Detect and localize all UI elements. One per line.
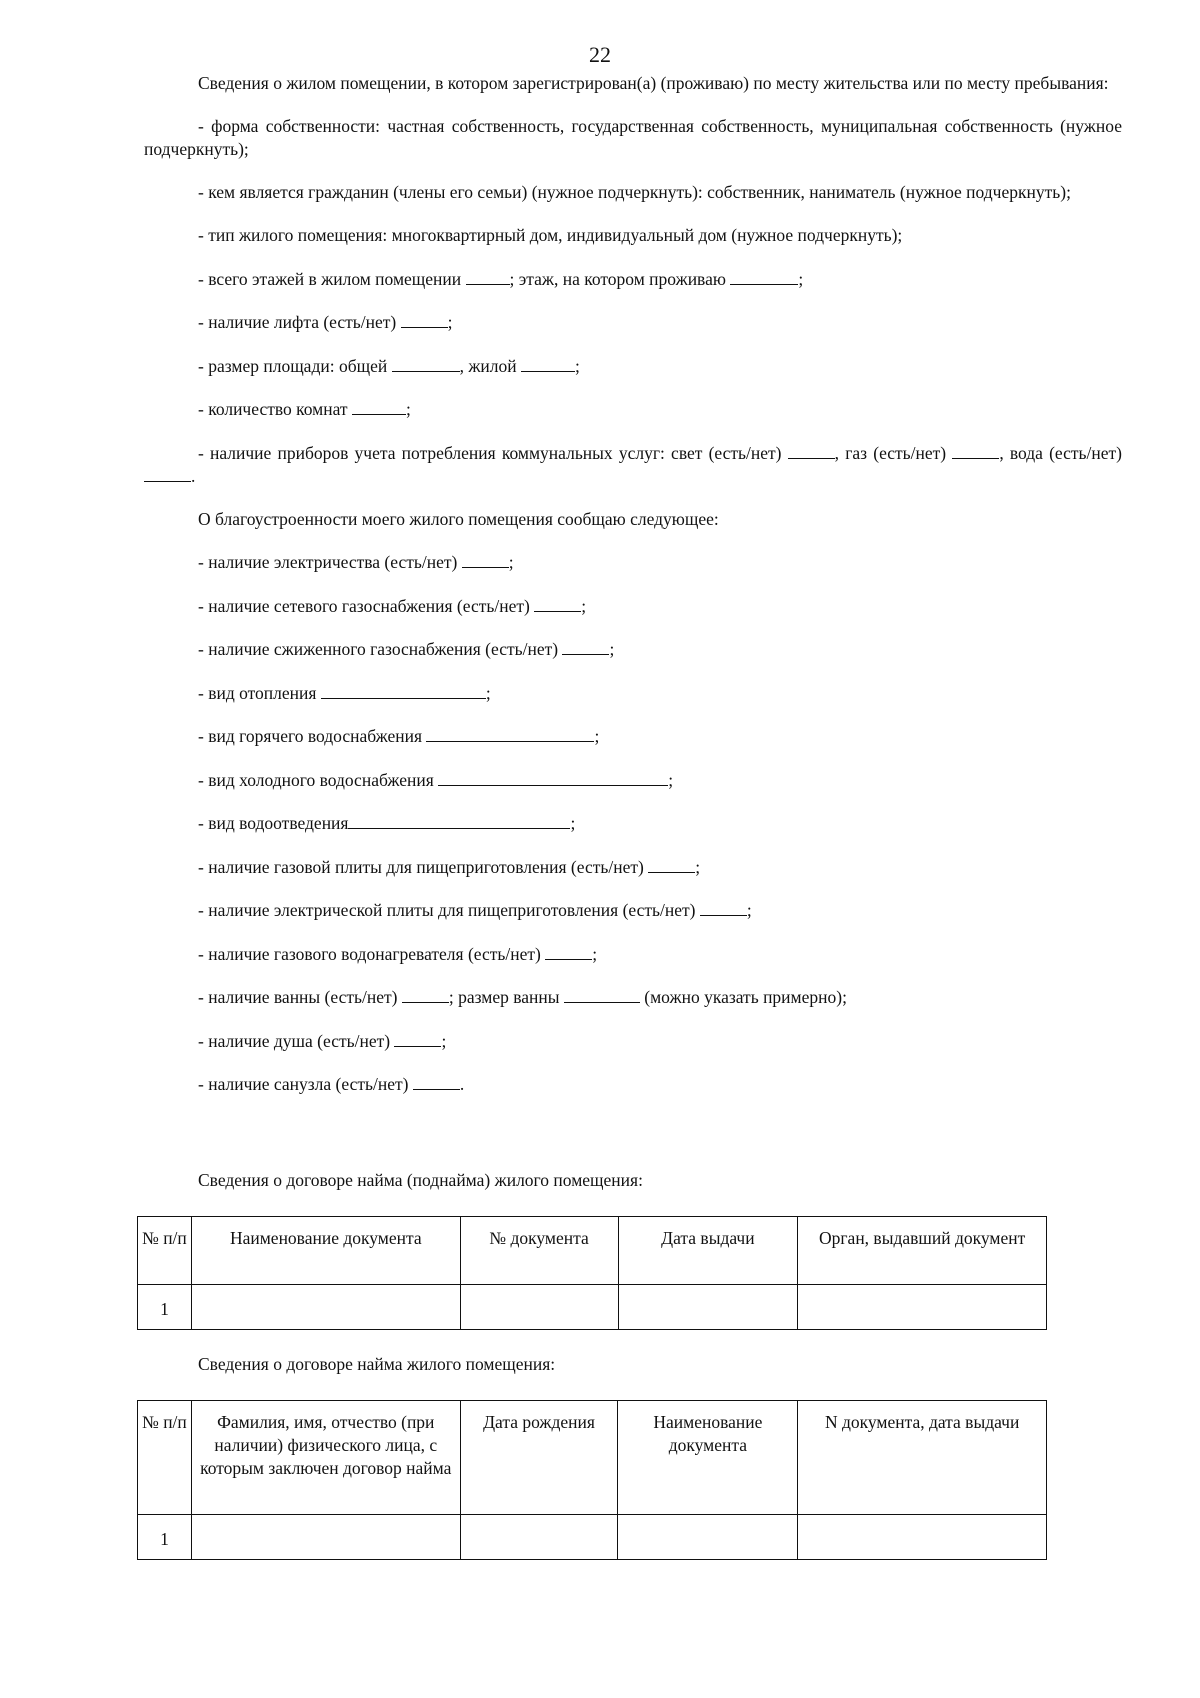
intro-paragraph: Сведения о жилом помещении, в котором зарегистрирован(а) (проживаю) по месту жительства или по месту пребывания:	[198, 73, 1109, 93]
rooms-blank[interactable]	[352, 398, 406, 415]
gas-heater-line: - наличие газового водонагревателя (есть/нет) ;	[198, 943, 598, 964]
table-row	[138, 1285, 1047, 1330]
form-body	[144, 72, 1122, 1117]
bath-blank[interactable]	[402, 986, 449, 1003]
hot-water-blank[interactable]	[426, 725, 594, 742]
col-header: № п/п	[138, 1401, 192, 1515]
col-header: Наименование документа	[191, 1217, 460, 1285]
electricity-line: - наличие электричества (есть/нет) ;	[198, 552, 514, 572]
gas-heater-blank[interactable]	[545, 943, 592, 960]
lease-person-table	[137, 1400, 1047, 1560]
bath-line: - наличие ванны (есть/нет) ; размер ванны (можно указать примерно);	[198, 987, 847, 1007]
cold-water-blank[interactable]	[438, 769, 668, 786]
col-header: Фамилия, имя, отчество (при наличии) физического лица, с которым заключен договор найма	[191, 1401, 460, 1515]
lift-line: - наличие лифта (есть/нет) ;	[198, 312, 453, 332]
drainage-line: - вид водоотведения ;	[198, 813, 576, 833]
table2-caption: Сведения о договоре найма жилого помещения:	[198, 1354, 556, 1374]
shower-line: - наличие душа (есть/нет) ;	[198, 1030, 447, 1051]
living-area-blank[interactable]	[521, 355, 575, 372]
floors-line: - всего этажей в жилом помещении ; этаж, на котором проживаю ;	[198, 268, 804, 289]
col-header: Орган, выдавший документ	[798, 1217, 1047, 1285]
heating-blank[interactable]	[321, 682, 486, 699]
total-area-blank[interactable]	[392, 355, 460, 372]
col-header: Наименование документа	[618, 1401, 798, 1515]
col-header: N документа, дата выдачи	[798, 1401, 1047, 1515]
electricity-meter-blank[interactable]	[788, 442, 835, 459]
area-line: - размер площади: общей , жилой ;	[198, 355, 580, 376]
drainage-blank[interactable]	[348, 812, 570, 829]
page-number: 22	[589, 42, 611, 67]
lpg-blank[interactable]	[562, 638, 609, 655]
meters-line: - наличие приборов учета потребления коммунальных услуг: свет (есть/нет) , газ (есть/нет) , вода (есть/нет) .	[144, 442, 1122, 488]
floor-blank[interactable]	[730, 268, 798, 285]
table-cell[interactable]	[618, 1285, 798, 1330]
network-gas-line: - наличие сетевого газоснабжения (есть/нет) ;	[198, 595, 587, 616]
heating-line: - вид отопления ;	[198, 682, 491, 703]
bathroom-line: - наличие санузла (есть/нет) .	[198, 1074, 465, 1094]
table-cell[interactable]	[798, 1515, 1047, 1560]
network-gas-blank[interactable]	[534, 595, 581, 612]
table-cell[interactable]	[798, 1285, 1047, 1330]
col-header: Дата выдачи	[618, 1217, 798, 1285]
gas-stove-blank[interactable]	[648, 856, 695, 873]
table-header-row	[138, 1217, 1047, 1285]
bath-size-blank[interactable]	[564, 986, 640, 1003]
bathroom-blank[interactable]	[413, 1073, 460, 1090]
dwelling-type-line: - тип жилого помещения: многоквартирный дом, индивидуальный дом (нужное подчеркнуть);	[198, 225, 903, 245]
rooms-line: - количество комнат ;	[198, 399, 411, 419]
table-cell: 1	[138, 1515, 192, 1560]
table1-caption: Сведения о договоре найма (поднайма) жилого помещения:	[198, 1170, 643, 1190]
table-row	[138, 1515, 1047, 1560]
gas-stove-line: - наличие газовой плиты для пищеприготовления (есть/нет) ;	[198, 856, 701, 877]
shower-blank[interactable]	[394, 1030, 441, 1047]
table-cell[interactable]	[618, 1515, 798, 1560]
water-meter-blank[interactable]	[144, 465, 191, 482]
electric-stove-blank[interactable]	[700, 899, 747, 916]
table-cell: 1	[138, 1285, 192, 1330]
table-cell[interactable]	[191, 1285, 460, 1330]
total-floors-blank[interactable]	[466, 268, 510, 285]
ownership-form-line: - форма собственности: частная собственность, государственная собственность, муниципальная собственность (нужное подчеркнуть);	[144, 116, 1122, 159]
table-cell[interactable]	[191, 1515, 460, 1560]
electric-stove-line: - наличие электрической плиты для пищеприготовления (есть/нет) ;	[198, 900, 752, 920]
table-cell[interactable]	[460, 1515, 618, 1560]
table-header-row	[138, 1401, 1047, 1515]
amenities-intro: О благоустроенности моего жилого помещения сообщаю следующее:	[198, 508, 719, 529]
electricity-blank[interactable]	[462, 551, 509, 568]
col-header: Дата рождения	[460, 1401, 618, 1515]
col-header: № документа	[460, 1217, 618, 1285]
citizen-status-line: - кем является гражданин (члены его семьи) (нужное подчеркнуть): собственник, наниматель (нужное подчеркнуть);	[198, 182, 1071, 202]
lpg-line: - наличие сжиженного газоснабжения (есть/нет) ;	[198, 639, 615, 659]
gas-meter-blank[interactable]	[952, 442, 999, 459]
lease-document-table	[137, 1216, 1047, 1330]
lift-blank[interactable]	[401, 311, 448, 328]
table-cell[interactable]	[460, 1285, 618, 1330]
col-header: № п/п	[138, 1217, 192, 1285]
hot-water-line: - вид горячего водоснабжения ;	[198, 726, 600, 746]
cold-water-line: - вид холодного водоснабжения ;	[198, 769, 674, 790]
